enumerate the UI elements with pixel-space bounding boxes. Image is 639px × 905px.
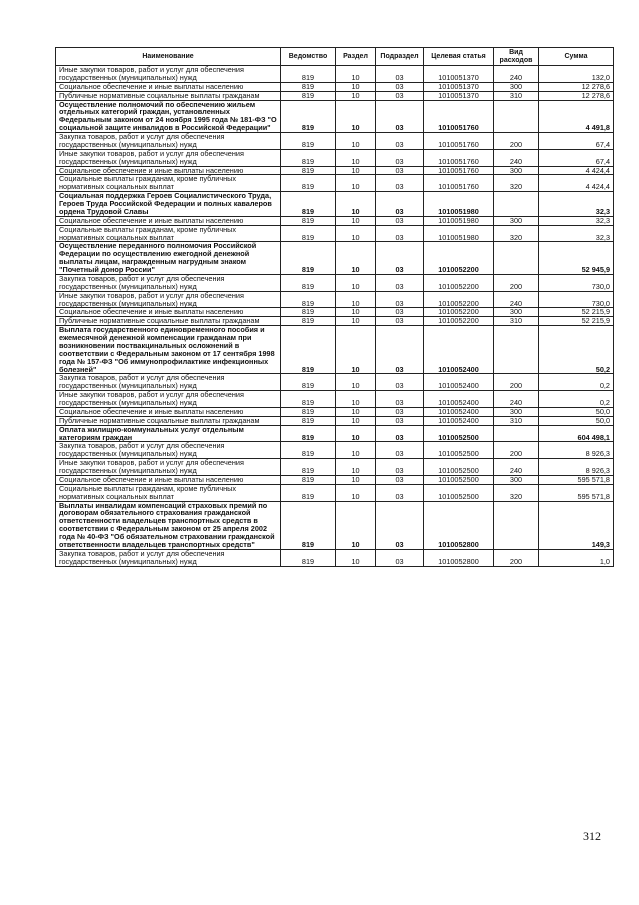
cell-amount: 50,2 bbox=[539, 326, 614, 374]
cell-subsection: 03 bbox=[376, 549, 424, 566]
cell-target-article: 1010051760 bbox=[424, 175, 494, 192]
cell-section: 10 bbox=[336, 501, 376, 549]
cell-subsection: 03 bbox=[376, 192, 424, 217]
cell-target-article: 1010051760 bbox=[424, 100, 494, 133]
cell-name: Осуществление полномочий по обеспечению жильем отдельных категорий граждан, установленных Федеральным законом от 24 ноября 1995 года № 181-ФЗ "О социальной защите инвалидов в Российской Федерации" bbox=[56, 100, 281, 133]
cell-expense-type: 240 bbox=[494, 459, 539, 476]
cell-amount: 67,4 bbox=[539, 133, 614, 150]
cell-expense-type: 200 bbox=[494, 549, 539, 566]
cell-expense-type: 310 bbox=[494, 317, 539, 326]
cell-section: 10 bbox=[336, 100, 376, 133]
cell-section: 10 bbox=[336, 459, 376, 476]
cell-subsection: 03 bbox=[376, 91, 424, 100]
table-row bbox=[56, 149, 614, 166]
cell-subsection: 03 bbox=[376, 459, 424, 476]
cell-subsection: 03 bbox=[376, 425, 424, 442]
cell-target-article: 1010052200 bbox=[424, 242, 494, 275]
cell-expense-type bbox=[494, 501, 539, 549]
cell-department: 819 bbox=[281, 175, 336, 192]
cell-expense-type: 320 bbox=[494, 175, 539, 192]
cell-target-article: 1010052500 bbox=[424, 425, 494, 442]
cell-name: Социальное обеспечение и иные выплаты населению bbox=[56, 407, 281, 416]
cell-expense-type: 300 bbox=[494, 82, 539, 91]
cell-section: 10 bbox=[336, 407, 376, 416]
cell-department: 819 bbox=[281, 91, 336, 100]
table-body bbox=[56, 66, 614, 567]
cell-subsection: 03 bbox=[376, 484, 424, 501]
cell-section: 10 bbox=[336, 317, 376, 326]
cell-section: 10 bbox=[336, 66, 376, 83]
table-row bbox=[56, 407, 614, 416]
table-row bbox=[56, 326, 614, 374]
cell-amount: 730,0 bbox=[539, 291, 614, 308]
cell-section: 10 bbox=[336, 326, 376, 374]
cell-subsection: 03 bbox=[376, 133, 424, 150]
header-amount: Сумма bbox=[539, 48, 614, 66]
cell-amount: 132,0 bbox=[539, 66, 614, 83]
table-row bbox=[56, 317, 614, 326]
cell-target-article: 1010051370 bbox=[424, 91, 494, 100]
cell-target-article: 1010052500 bbox=[424, 459, 494, 476]
cell-section: 10 bbox=[336, 91, 376, 100]
cell-expense-type: 200 bbox=[494, 442, 539, 459]
cell-expense-type: 240 bbox=[494, 149, 539, 166]
cell-department: 819 bbox=[281, 326, 336, 374]
cell-expense-type: 240 bbox=[494, 66, 539, 83]
cell-subsection: 03 bbox=[376, 166, 424, 175]
cell-department: 819 bbox=[281, 225, 336, 242]
cell-amount: 4 424,4 bbox=[539, 166, 614, 175]
cell-name: Социальные выплаты гражданам, кроме публичных нормативных социальных выплат bbox=[56, 225, 281, 242]
cell-amount: 1,0 bbox=[539, 549, 614, 566]
cell-amount: 67,4 bbox=[539, 149, 614, 166]
cell-subsection: 03 bbox=[376, 225, 424, 242]
cell-subsection: 03 bbox=[376, 149, 424, 166]
cell-amount: 730,0 bbox=[539, 274, 614, 291]
cell-department: 819 bbox=[281, 242, 336, 275]
cell-expense-type: 300 bbox=[494, 407, 539, 416]
cell-name: Социальное обеспечение и иные выплаты населению bbox=[56, 166, 281, 175]
table-row bbox=[56, 374, 614, 391]
cell-amount: 604 498,1 bbox=[539, 425, 614, 442]
table-row bbox=[56, 242, 614, 275]
cell-amount: 12 278,6 bbox=[539, 91, 614, 100]
table-row bbox=[56, 66, 614, 83]
cell-name: Социальные выплаты гражданам, кроме публичных нормативных социальных выплат bbox=[56, 175, 281, 192]
table-row bbox=[56, 425, 614, 442]
cell-subsection: 03 bbox=[376, 475, 424, 484]
table-row bbox=[56, 192, 614, 217]
table-row bbox=[56, 82, 614, 91]
cell-subsection: 03 bbox=[376, 391, 424, 408]
table-row bbox=[56, 475, 614, 484]
cell-section: 10 bbox=[336, 82, 376, 91]
cell-amount: 12 278,6 bbox=[539, 82, 614, 91]
cell-department: 819 bbox=[281, 374, 336, 391]
cell-target-article: 1010052400 bbox=[424, 374, 494, 391]
cell-section: 10 bbox=[336, 308, 376, 317]
table-row bbox=[56, 225, 614, 242]
cell-subsection: 03 bbox=[376, 407, 424, 416]
cell-amount: 50,0 bbox=[539, 407, 614, 416]
cell-subsection: 03 bbox=[376, 82, 424, 91]
table-row bbox=[56, 291, 614, 308]
cell-amount: 595 571,8 bbox=[539, 475, 614, 484]
table-row bbox=[56, 308, 614, 317]
cell-subsection: 03 bbox=[376, 242, 424, 275]
cell-name: Иные закупки товаров, работ и услуг для обеспечения государственных (муниципальных) нужд bbox=[56, 291, 281, 308]
cell-amount: 0,2 bbox=[539, 374, 614, 391]
table-header-row bbox=[56, 48, 614, 66]
cell-subsection: 03 bbox=[376, 416, 424, 425]
cell-department: 819 bbox=[281, 82, 336, 91]
cell-expense-type: 240 bbox=[494, 391, 539, 408]
cell-name: Закупка товаров, работ и услуг для обеспечения государственных (муниципальных) нужд bbox=[56, 374, 281, 391]
cell-department: 819 bbox=[281, 475, 336, 484]
cell-section: 10 bbox=[336, 549, 376, 566]
header-name: Наименование bbox=[56, 48, 281, 66]
table-row bbox=[56, 484, 614, 501]
cell-name: Публичные нормативные социальные выплаты гражданам bbox=[56, 317, 281, 326]
cell-department: 819 bbox=[281, 416, 336, 425]
cell-department: 819 bbox=[281, 484, 336, 501]
cell-section: 10 bbox=[336, 291, 376, 308]
cell-subsection: 03 bbox=[376, 216, 424, 225]
cell-target-article: 1010052500 bbox=[424, 484, 494, 501]
cell-section: 10 bbox=[336, 133, 376, 150]
cell-name: Социальное обеспечение и иные выплаты населению bbox=[56, 82, 281, 91]
cell-department: 819 bbox=[281, 166, 336, 175]
cell-department: 819 bbox=[281, 133, 336, 150]
table-row bbox=[56, 175, 614, 192]
cell-department: 819 bbox=[281, 442, 336, 459]
cell-amount: 149,3 bbox=[539, 501, 614, 549]
cell-expense-type: 200 bbox=[494, 374, 539, 391]
cell-name: Выплата государственного единовременного пособия и ежемесячной денежной компенсации гражданам при возникновении поствакцинальных осложнений в соответствии с Федеральным законом от 17 сентября 1998 года № 157-ФЗ "Об иммунопрофилактике инфекционных болезней" bbox=[56, 326, 281, 374]
table-row bbox=[56, 459, 614, 476]
table-row bbox=[56, 133, 614, 150]
cell-department: 819 bbox=[281, 216, 336, 225]
cell-target-article: 1010051760 bbox=[424, 133, 494, 150]
cell-target-article: 1010052500 bbox=[424, 475, 494, 484]
cell-department: 819 bbox=[281, 192, 336, 217]
table-row bbox=[56, 274, 614, 291]
cell-expense-type: 310 bbox=[494, 416, 539, 425]
cell-section: 10 bbox=[336, 374, 376, 391]
cell-name: Социальное обеспечение и иные выплаты населению bbox=[56, 308, 281, 317]
cell-section: 10 bbox=[336, 216, 376, 225]
cell-expense-type bbox=[494, 192, 539, 217]
table-row bbox=[56, 442, 614, 459]
cell-name: Закупка товаров, работ и услуг для обеспечения государственных (муниципальных) нужд bbox=[56, 274, 281, 291]
cell-expense-type: 300 bbox=[494, 216, 539, 225]
cell-target-article: 1010051980 bbox=[424, 225, 494, 242]
cell-expense-type: 310 bbox=[494, 91, 539, 100]
cell-target-article: 1010051760 bbox=[424, 149, 494, 166]
cell-amount: 52 215,9 bbox=[539, 308, 614, 317]
cell-department: 819 bbox=[281, 501, 336, 549]
cell-name: Закупка товаров, работ и услуг для обеспечения государственных (муниципальных) нужд bbox=[56, 442, 281, 459]
cell-subsection: 03 bbox=[376, 326, 424, 374]
cell-expense-type: 300 bbox=[494, 166, 539, 175]
cell-target-article: 1010052800 bbox=[424, 501, 494, 549]
cell-department: 819 bbox=[281, 459, 336, 476]
cell-target-article: 1010052400 bbox=[424, 416, 494, 425]
cell-target-article: 1010051980 bbox=[424, 192, 494, 217]
cell-department: 819 bbox=[281, 291, 336, 308]
cell-target-article: 1010052500 bbox=[424, 442, 494, 459]
cell-expense-type bbox=[494, 242, 539, 275]
cell-section: 10 bbox=[336, 425, 376, 442]
cell-target-article: 1010051370 bbox=[424, 82, 494, 91]
cell-section: 10 bbox=[336, 149, 376, 166]
cell-subsection: 03 bbox=[376, 175, 424, 192]
cell-amount: 0,2 bbox=[539, 391, 614, 408]
cell-expense-type: 200 bbox=[494, 274, 539, 291]
cell-subsection: 03 bbox=[376, 374, 424, 391]
cell-name: Иные закупки товаров, работ и услуг для обеспечения государственных (муниципальных) нужд bbox=[56, 66, 281, 83]
table-row bbox=[56, 501, 614, 549]
cell-expense-type: 320 bbox=[494, 225, 539, 242]
cell-target-article: 1010052800 bbox=[424, 549, 494, 566]
cell-department: 819 bbox=[281, 407, 336, 416]
cell-expense-type: 300 bbox=[494, 308, 539, 317]
cell-section: 10 bbox=[336, 391, 376, 408]
cell-target-article: 1010052200 bbox=[424, 308, 494, 317]
cell-name: Иные закупки товаров, работ и услуг для обеспечения государственных (муниципальных) нужд bbox=[56, 391, 281, 408]
budget-table bbox=[55, 47, 614, 567]
cell-department: 819 bbox=[281, 308, 336, 317]
cell-subsection: 03 bbox=[376, 274, 424, 291]
cell-target-article: 1010051980 bbox=[424, 216, 494, 225]
cell-expense-type: 300 bbox=[494, 475, 539, 484]
cell-amount: 8 926,3 bbox=[539, 459, 614, 476]
header-section: Раздел bbox=[336, 48, 376, 66]
cell-amount: 4 491,8 bbox=[539, 100, 614, 133]
cell-department: 819 bbox=[281, 549, 336, 566]
cell-department: 819 bbox=[281, 66, 336, 83]
cell-section: 10 bbox=[336, 166, 376, 175]
cell-amount: 50,0 bbox=[539, 416, 614, 425]
cell-name: Выплаты инвалидам компенсаций страховых премий по договорам обязательного страхования гражданской ответственности владельцев транспортных средств в соответствии с Федеральным законом от 25 апреля 2002 года № 40-ФЗ "Об обязательном страховании гражданской ответственности владельцев транспортных средств" bbox=[56, 501, 281, 549]
cell-amount: 4 424,4 bbox=[539, 175, 614, 192]
cell-name: Иные закупки товаров, работ и услуг для обеспечения государственных (муниципальных) нужд bbox=[56, 149, 281, 166]
header-department: Ведомство bbox=[281, 48, 336, 66]
cell-expense-type: 200 bbox=[494, 133, 539, 150]
cell-subsection: 03 bbox=[376, 317, 424, 326]
cell-expense-type bbox=[494, 326, 539, 374]
cell-name: Социальные выплаты гражданам, кроме публичных нормативных социальных выплат bbox=[56, 484, 281, 501]
header-subsection: Подраздел bbox=[376, 48, 424, 66]
cell-department: 819 bbox=[281, 391, 336, 408]
cell-department: 819 bbox=[281, 317, 336, 326]
cell-subsection: 03 bbox=[376, 442, 424, 459]
cell-target-article: 1010052400 bbox=[424, 391, 494, 408]
cell-expense-type bbox=[494, 425, 539, 442]
cell-name: Социальная поддержка Героев Социалистического Труда, Героев Труда Российской Федерации и полных кавалеров ордена Трудовой Славы bbox=[56, 192, 281, 217]
cell-name: Социальное обеспечение и иные выплаты населению bbox=[56, 475, 281, 484]
header-target-article: Целевая статья bbox=[424, 48, 494, 66]
cell-amount: 52 215,9 bbox=[539, 317, 614, 326]
cell-section: 10 bbox=[336, 475, 376, 484]
cell-amount: 8 926,3 bbox=[539, 442, 614, 459]
cell-section: 10 bbox=[336, 416, 376, 425]
table-row bbox=[56, 166, 614, 175]
cell-target-article: 1010051370 bbox=[424, 66, 494, 83]
table-row bbox=[56, 549, 614, 566]
header-expense-type: Вид расходов bbox=[494, 48, 539, 66]
cell-name: Иные закупки товаров, работ и услуг для обеспечения государственных (муниципальных) нужд bbox=[56, 459, 281, 476]
cell-name: Закупка товаров, работ и услуг для обеспечения государственных (муниципальных) нужд bbox=[56, 133, 281, 150]
cell-amount: 32,3 bbox=[539, 225, 614, 242]
cell-section: 10 bbox=[336, 484, 376, 501]
cell-section: 10 bbox=[336, 274, 376, 291]
cell-section: 10 bbox=[336, 242, 376, 275]
cell-target-article: 1010052200 bbox=[424, 317, 494, 326]
cell-section: 10 bbox=[336, 442, 376, 459]
cell-section: 10 bbox=[336, 192, 376, 217]
cell-amount: 595 571,8 bbox=[539, 484, 614, 501]
table-row bbox=[56, 100, 614, 133]
cell-target-article: 1010051760 bbox=[424, 166, 494, 175]
cell-name: Закупка товаров, работ и услуг для обеспечения государственных (муниципальных) нужд bbox=[56, 549, 281, 566]
cell-department: 819 bbox=[281, 100, 336, 133]
cell-subsection: 03 bbox=[376, 291, 424, 308]
cell-subsection: 03 bbox=[376, 66, 424, 83]
cell-expense-type: 240 bbox=[494, 291, 539, 308]
cell-expense-type: 320 bbox=[494, 484, 539, 501]
cell-department: 819 bbox=[281, 425, 336, 442]
cell-subsection: 03 bbox=[376, 501, 424, 549]
cell-amount: 52 945,9 bbox=[539, 242, 614, 275]
cell-name: Оплата жилищно-коммунальных услуг отдельным категориям граждан bbox=[56, 425, 281, 442]
cell-name: Публичные нормативные социальные выплаты гражданам bbox=[56, 91, 281, 100]
cell-subsection: 03 bbox=[376, 100, 424, 133]
cell-department: 819 bbox=[281, 274, 336, 291]
cell-name: Осуществление переданного полномочия Российской Федерации по осуществлению ежегодной денежной выплаты лицам, награжденным нагрудным знаком "Почетный донор России" bbox=[56, 242, 281, 275]
cell-target-article: 1010052400 bbox=[424, 407, 494, 416]
cell-target-article: 1010052200 bbox=[424, 291, 494, 308]
cell-expense-type bbox=[494, 100, 539, 133]
table-row bbox=[56, 416, 614, 425]
cell-section: 10 bbox=[336, 175, 376, 192]
cell-amount: 32,3 bbox=[539, 216, 614, 225]
table-row bbox=[56, 91, 614, 100]
cell-name: Публичные нормативные социальные выплаты гражданам bbox=[56, 416, 281, 425]
cell-target-article: 1010052400 bbox=[424, 326, 494, 374]
cell-section: 10 bbox=[336, 225, 376, 242]
cell-department: 819 bbox=[281, 149, 336, 166]
cell-target-article: 1010052200 bbox=[424, 274, 494, 291]
cell-name: Социальное обеспечение и иные выплаты населению bbox=[56, 216, 281, 225]
table-row bbox=[56, 391, 614, 408]
table-row bbox=[56, 216, 614, 225]
page-number: 312 bbox=[583, 829, 601, 843]
cell-subsection: 03 bbox=[376, 308, 424, 317]
cell-amount: 32,3 bbox=[539, 192, 614, 217]
